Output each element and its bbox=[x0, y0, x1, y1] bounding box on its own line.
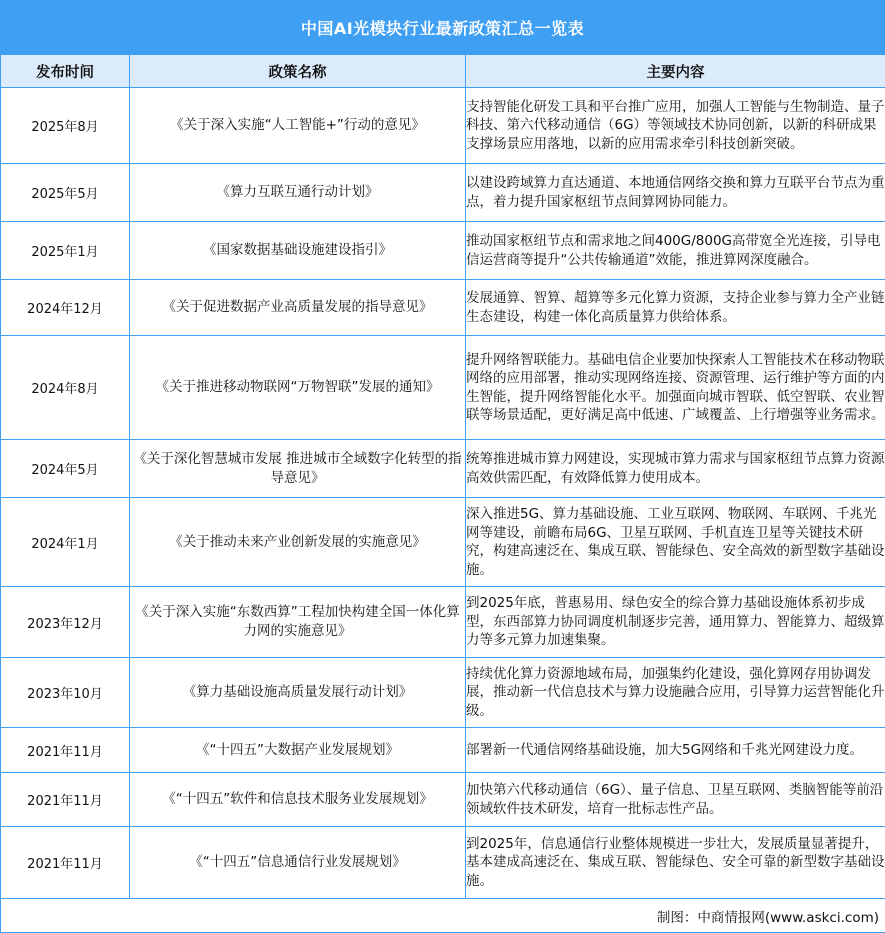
row-main-content: 统筹推进城市算力网建设，实现城市算力需求与国家枢纽节点算力资源高效供需匹配，有效降低算力使用成本。 bbox=[466, 440, 885, 498]
row-policy-name: 《关于深入实施“人工智能+”行动的意见》 bbox=[130, 88, 466, 164]
row-policy-name: 《“十四五”大数据产业发展规划》 bbox=[130, 728, 466, 773]
header-date: 发布时间 bbox=[1, 55, 130, 88]
header-policy-name: 政策名称 bbox=[130, 55, 466, 88]
policy-table bbox=[0, 54, 885, 933]
row-main-content: 提升网络智联能力。基础电信企业要加快探索人工智能技术在移动物联网络的应用部署，推动实现网络连接、资源管理、运行维护等方面的内生智能，提升网络智能化水平。加强面向城市智联、低空智联、农业智联等场景适配，更好满足高中低速、广域覆盖、上行增强等业务需求。 bbox=[466, 336, 885, 440]
row-policy-name: 《国家数据基础设施建设指引》 bbox=[130, 222, 466, 280]
row-policy-name: 《算力互联互通行动计划》 bbox=[130, 164, 466, 222]
row-main-content: 到2025年，信息通信行业整体规模进一步壮大，发展质量显著提升，基本建成高速泛在、集成互联、智能绿色、安全可靠的新型数字基础设施。 bbox=[466, 827, 885, 899]
table-row bbox=[1, 222, 885, 280]
row-policy-name: 《关于深化智慧城市发展 推进城市全域数字化转型的指导意见》 bbox=[130, 440, 466, 498]
row-date: 2025年1月 bbox=[1, 222, 130, 280]
table-title: 中国AI光模块行业最新政策汇总一览表 bbox=[0, 0, 885, 54]
table-row bbox=[1, 498, 885, 587]
row-main-content: 深入推进5G、算力基础设施、工业互联网、物联网、车联网、千兆光网等建设，前瞻布局6G、卫星互联网、手机直连卫星等关键技术研究，构建高速泛在、集成互联、智能绿色、安全高效的新型数字基础设施。 bbox=[466, 498, 885, 587]
row-main-content: 支持智能化研发工具和平台推广应用，加强人工智能与生物制造、量子科技、第六代移动通信（6G）等领域技术协同创新，以新的科研成果支撑场景应用落地，以新的应用需求牵引科技创新突破。 bbox=[466, 88, 885, 164]
table-row bbox=[1, 827, 885, 899]
row-date: 2023年10月 bbox=[1, 658, 130, 728]
row-date: 2024年8月 bbox=[1, 336, 130, 440]
source-credit: 制图：中商情报网(www.askci.com) bbox=[1, 899, 885, 933]
row-main-content: 部署新一代通信网络基础设施，加大5G网络和千兆光网建设力度。 bbox=[466, 728, 885, 773]
row-main-content: 持续优化算力资源地域布局，加强集约化建设，强化算网存用协调发展，推动新一代信息技术与算力设施融合应用，引导算力运营智能化升级。 bbox=[466, 658, 885, 728]
row-date: 2024年12月 bbox=[1, 280, 130, 336]
row-date: 2025年5月 bbox=[1, 164, 130, 222]
row-main-content: 到2025年底，普惠易用、绿色安全的综合算力基础设施体系初步成型，东西部算力协同调度机制逐步完善，通用算力、智能算力、超级算力等多元算力加速集聚。 bbox=[466, 587, 885, 658]
row-policy-name: 《关于深入实施“东数西算”工程加快构建全国一体化算力网的实施意见》 bbox=[130, 587, 466, 658]
row-date: 2024年1月 bbox=[1, 498, 130, 587]
header-main-content: 主要内容 bbox=[466, 55, 885, 88]
table-row bbox=[1, 164, 885, 222]
table-row bbox=[1, 440, 885, 498]
row-policy-name: 《“十四五”软件和信息技术服务业发展规划》 bbox=[130, 773, 466, 827]
table-header-row bbox=[1, 55, 885, 88]
row-policy-name: 《关于推动未来产业创新发展的实施意见》 bbox=[130, 498, 466, 587]
row-date: 2021年11月 bbox=[1, 728, 130, 773]
row-date: 2021年11月 bbox=[1, 827, 130, 899]
table-row bbox=[1, 587, 885, 658]
row-main-content: 加快第六代移动通信（6G）、量子信息、卫星互联网、类脑智能等前沿领域软件技术研发，培育一批标志性产品。 bbox=[466, 773, 885, 827]
footer-row bbox=[1, 899, 885, 933]
table-row bbox=[1, 728, 885, 773]
row-date: 2023年12月 bbox=[1, 587, 130, 658]
row-policy-name: 《算力基础设施高质量发展行动计划》 bbox=[130, 658, 466, 728]
row-main-content: 以建设跨域算力直达通道、本地通信网络交换和算力互联平台节点为重点，着力提升国家枢纽节点间算网协同能力。 bbox=[466, 164, 885, 222]
row-policy-name: 《关于推进移动物联网“万物智联”发展的通知》 bbox=[130, 336, 466, 440]
row-date: 2025年8月 bbox=[1, 88, 130, 164]
table-row bbox=[1, 88, 885, 164]
row-main-content: 推动国家枢纽节点和需求地之间400G/800G高带宽全光连接，引导电信运营商等提升“公共传输通道”效能，推进算网深度融合。 bbox=[466, 222, 885, 280]
row-main-content: 发展通算、智算、超算等多元化算力资源，支持企业参与算力全产业链生态建设，构建一体化高质量算力供给体系。 bbox=[466, 280, 885, 336]
row-policy-name: 《关于促进数据产业高质量发展的指导意见》 bbox=[130, 280, 466, 336]
row-date: 2021年11月 bbox=[1, 773, 130, 827]
table-row bbox=[1, 658, 885, 728]
row-date: 2024年5月 bbox=[1, 440, 130, 498]
table-row bbox=[1, 336, 885, 440]
row-policy-name: 《“十四五”信息通信行业发展规划》 bbox=[130, 827, 466, 899]
table-row bbox=[1, 280, 885, 336]
table-row bbox=[1, 773, 885, 827]
